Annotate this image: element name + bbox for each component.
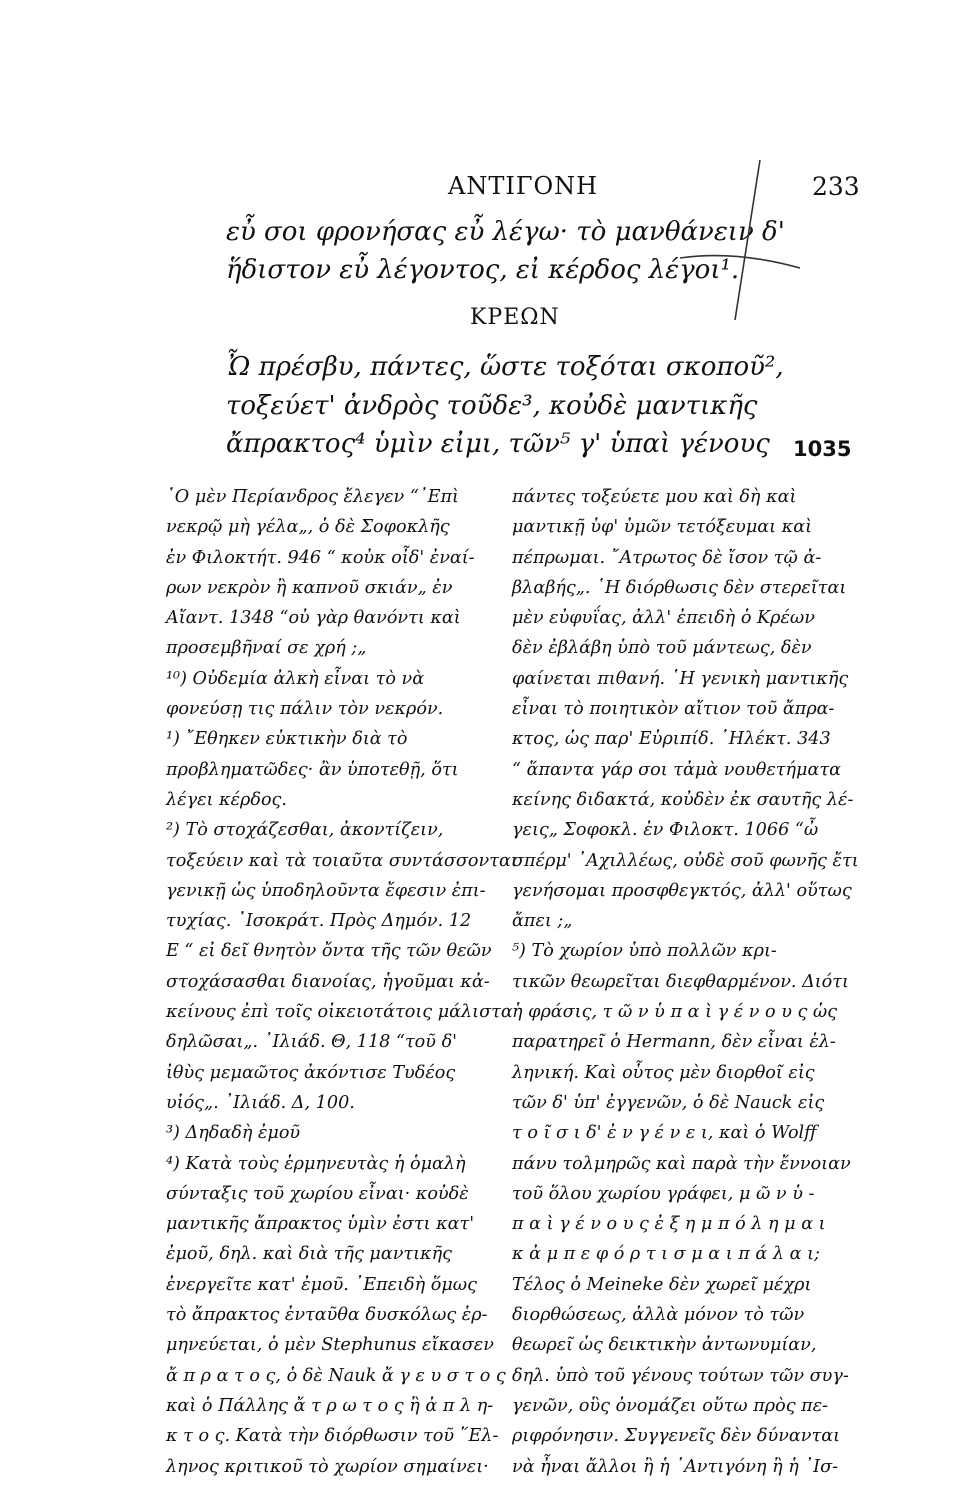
speaker-name: ΚΡΕΩΝ [470,305,560,330]
note-line: εἶναι τὸ ποιητικὸν αἴτιον τοῦ ἄπρα- [512,699,835,720]
note-line: πάνυ τολμηρῶς καὶ παρὰ τὴν ἔννοιαν [512,1153,851,1174]
note-line: ⁵) Τὸ χωρίον ὑπὸ πολλῶν κρι- [512,941,777,962]
note-line: ἡ φράσις, τ ῶ ν ὑ π α ὶ γ έ ν ο υ ς ὡς [512,1002,838,1023]
note-line: τικῶν θεωρεῖται διεφθαρμένον. Διότι [512,971,849,992]
verse-line: ἥδιστον εὖ λέγοντος, εἰ κέρδος λέγοι¹. [226,255,740,285]
note-line: Τέλος ὁ Meineke δὲν χωρεῖ μέχρι [512,1274,812,1295]
note-line: θεωρεῖ ὡς δεικτικὴν ἀντωνυμίαν, [512,1335,817,1356]
note-line: νὰ ἦναι ἄλλοι ἢ ἡ ᾿Αντιγόνη ἢ ἡ ᾿Ισ- [512,1456,839,1477]
note-line: δὲν ἐβλάβη ὑπὸ τοῦ μάντεως, δὲν [512,638,812,659]
note-line: γεις„ Σοφοκλ. ἐν Φιλοκτ. 1066 “ὦ [512,820,819,841]
note-line: παρατηρεῖ ὁ Hermann, δὲν εἶναι ἑλ- [512,1032,836,1053]
note-line: ληνική. Καὶ οὗτος μὲν διορθοῖ εἰς [512,1062,815,1083]
note-line: κτος, ὡς παρ' Εὐριπίδ. ᾿Ηλέκτ. 343 [512,729,831,750]
note-line: γενήσομαι προσφθεγκτός, ἀλλ' οὕτως [512,880,852,901]
note-line: σπέρμ' ᾿Αχιλλέως, οὐδὲ σοῦ φωνῆς ἔτι [512,850,859,871]
note-line: ἐμοῦ, δηλ. καὶ διὰ τῆς μαντικῆς [166,1244,452,1265]
note-line: τυχίας. ᾿Ισοκράτ. Πρὸς Δημόν. 12 [166,911,472,932]
note-line: τοξεύειν καὶ τὰ τοιαῦτα συντάσσονται [166,850,518,871]
note-line: καὶ ὁ Πάλλης ἄ τ ρ ω τ ο ς ἢ ἀ π λ η- [166,1395,494,1416]
note-line: μαντικῆς ἄπρακτος ὑμὶν ἐστι κατ' [166,1214,475,1235]
note-line: δηλ. ὑπὸ τοῦ γένους τούτων τῶν συγ- [512,1365,849,1386]
note-line: ἐνεργεῖτε κατ' ἐμοῦ. ᾿Επειδὴ ὅμως [166,1274,477,1295]
note-line: φονεύσῃ τις πάλιν τὸν νεκρόν. [166,699,444,720]
note-line: ⁴) Κατὰ τοὺς ἑρμηνευτὰς ἡ ὁμαλὴ [166,1153,466,1174]
note-line: στοχάσασθαι διανοίας, ἡγοῦμαι κἀ- [166,971,490,992]
note-line: τοῦ ὅλου χωρίου γράφει, μ ῶ ν ὑ - [512,1183,815,1204]
note-line: ³) Δηδαδὴ ἐμοῦ [166,1123,301,1144]
note-line: ριφρόνησιν. Συγγενεῖς δὲν δύνανται [512,1426,841,1447]
note-line: διορθώσεως, ἀλλὰ μόνον τὸ τῶν [512,1305,805,1326]
note-line: ἄ π ρ α τ ο ς, ὁ δὲ Nauk ἄ γ ε υ σ τ ο ς [166,1365,506,1386]
note-line: μηνεύεται, ὁ μὲν Stephunus εἴκασεν [166,1335,494,1356]
note-line: ²) Τὸ στοχάζεσθαι, ἀκοντίζειν, [166,820,444,841]
note-line: κ ἀ μ π ε φ ό ρ τ ι σ μ α ι π ά λ α ι; [512,1244,820,1265]
note-line: προσεμβῆναί σε χρή ;„ [166,638,367,659]
page-number: 233 [812,172,860,201]
note-line: τ ο ῖ σ ι δ' ἐ ν γ έ ν ε ι, καὶ ὁ Wolff [512,1123,817,1144]
note-line: γενικῇ ὡς ὑποδηλοῦντα ἔφεσιν ἐπι- [166,880,486,901]
verse-line: τοξεύετ' ἀνδρὸς τοῦδε³, κοὐδὲ μαντικῆς [226,391,758,421]
line-number: 1035 [793,437,852,461]
note-line: φαίνεται πιθανή. ῾Η γενικὴ μαντικῆς [512,668,849,689]
notes-left-column [166,482,518,1482]
note-line: τῶν δ' ὑπ' ἐγγενῶν, ὁ δὲ Nauck εἰς [512,1092,825,1113]
note-line: νεκρῷ μὴ γέλα„, ὁ δὲ Σοφοκλῆς [166,517,450,538]
running-title: ΑΝΤΙΓΟΝΗ [448,172,599,200]
note-line: υἱός„. ᾿Ιλιάδ. Δ, 100. [166,1092,355,1113]
note-line: βλαβής„. ῾Η διόρθωσις δὲν στερεῖται [512,577,847,598]
note-line: Ε “ εἰ δεῖ θνητὸν ὄντα τῆς τῶν θεῶν [166,941,492,962]
verse-line: Ὦ πρέσβυ, πάντες, ὥστε τοξόται σκοποῦ², [226,352,784,382]
note-line: γενῶν, οὓς ὀνομάζει οὕτω πρὸς πε- [512,1395,829,1416]
note-line: τὸ ἄπρακτος ἐνταῦθα δυσκόλως ἑρ- [166,1305,488,1326]
notes-right-column [512,482,859,1482]
pencil-mark [640,150,820,330]
note-line: ¹⁰) Οὐδεμία ἀλκὴ εἶναι τὸ νὰ [166,668,425,689]
note-line: κείνους ἐπὶ τοῖς οἰκειοτάτοις μάλιστα [166,1002,513,1023]
note-line: κείνης διδακτά, κοὐδὲν ἐκ σαυτῆς λέ- [512,789,854,810]
note-line: μαντικῇ ὑφ' ὑμῶν τετόξευμαι καὶ [512,517,812,538]
note-line: ληνος κριτικοῦ τὸ χωρίον σημαίνει· [166,1456,489,1477]
note-line: πέπρωμαι. ῎Ατρωτος δὲ ἴσον τῷ ἀ- [512,547,822,568]
note-line: π α ὶ γ έ ν ο υ ς ἐ ξ η μ π ό λ η μ α ι [512,1214,826,1235]
note-line: ἰθὺς μεμαῶτος ἀκόντισε Τυδέος [166,1062,456,1083]
note-line: ἄπει ;„ [512,911,573,932]
note-line: σύνταξις τοῦ χωρίου εἶναι· κοὐδὲ [166,1183,469,1204]
note-line: κ τ ο ς. Κατὰ τὴν διόρθωσιν τοῦ ῞Ελ- [166,1426,499,1447]
note-line: ¹) ῎Εθηκεν εὐκτικὴν διὰ τὸ [166,729,408,750]
note-line: ἐν Φιλοκτήτ. 946 “ κοὐκ οἶδ' ἐναί- [166,547,475,568]
note-line: ῾Ο μὲν Περίανδρος ἔλεγεν “᾿Επὶ [166,487,459,507]
note-line: “ ἅπαντα γάρ σοι τἀμὰ νουθετήματα [512,759,841,780]
note-line: ρων νεκρὸν ἢ καπνοῦ σκιάν„ ἐν [166,577,453,598]
note-line: λέγει κέρδος. [166,789,287,810]
verse-line: εὖ σοι φρονήσας εὖ λέγω· τὸ μανθάνειν δ' [226,217,785,247]
note-line: προβληματῶδες· ἂν ὑποτεθῇ, ὅτι [166,759,459,780]
note-line: μὲν εὐφυΐας, ἀλλ' ἐπειδὴ ὁ Κρέων [512,608,815,629]
note-line: δηλῶσαι„. ᾿Ιλιάδ. Θ, 118 “τοῦ δ' [166,1032,457,1053]
note-line: πάντες τοξεύετε μου καὶ δὴ καὶ [512,487,797,507]
note-line: Αἴαντ. 1348 “οὐ γὰρ θανόντι καὶ [166,608,461,629]
verse-line: ἄπρακτος⁴ ὑμὶν εἰμι, τῶν⁵ γ' ὑπαὶ γένους [226,429,770,459]
